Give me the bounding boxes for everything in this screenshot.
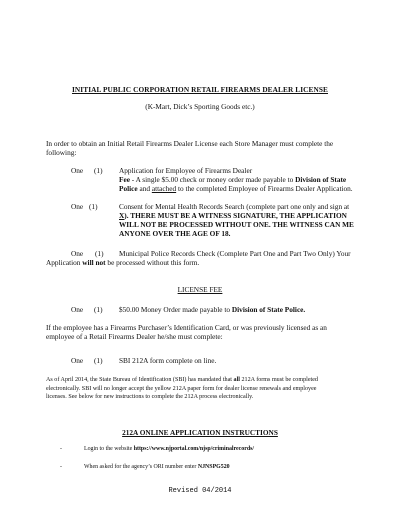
sbi-item <box>71 356 371 366</box>
license-fee-item <box>71 305 371 315</box>
bullet-label: Login to the website <box>84 446 134 452</box>
witness-notice: ). THERE MUST BE A WITNESS SIGNATURE, THE APPLICATION <box>124 211 347 220</box>
note-line: electronically. SBI will no longer accept the yellow 212A paper form for dealer license renewals and employee <box>46 385 317 392</box>
bullet-text <box>84 445 254 453</box>
item-line: ANYONE OVER THE AGE OF 18. <box>119 229 231 238</box>
police-check-continuation <box>46 258 366 267</box>
fee-text: - A single $5.00 check or money order made payable to <box>129 175 296 184</box>
note-emphasis: all <box>233 377 240 383</box>
cont-emphasis: will not <box>82 258 106 267</box>
item-line <box>119 211 379 220</box>
item-line: WILL NOT BE PROCESSED WITHOUT ONE. THE WITNESS CAN ME <box>119 220 354 229</box>
note-text: 212A forms must be completed <box>239 377 318 383</box>
item-quantity-word: One <box>71 305 84 314</box>
item-line: SBI 212A form complete on line. <box>119 356 217 365</box>
item-body <box>119 166 379 193</box>
intro-line: In order to obtain an Initial Retail Firearms Dealer License each Store Manager must complete the <box>46 139 334 148</box>
item-line: Municipal Police Records Check (Complete Part One and Part Two Only) Your <box>119 249 351 258</box>
fee-and: and <box>137 184 152 193</box>
note-line: If the employee has a Firearms Purchaser’s Identification Card, or was previously licensed as an <box>46 323 327 332</box>
sbi-note <box>46 376 366 402</box>
item-quantity-number: (1) <box>94 305 103 314</box>
item-quantity-word: One <box>71 249 84 258</box>
item-fee-text <box>119 175 379 184</box>
document-subtitle: (K-Mart, Dick’s Sporting Goods etc.) <box>145 102 255 111</box>
employee-note <box>46 323 366 341</box>
document-title: INITIAL PUBLIC CORPORATION RETAIL FIREARMS DEALER LICENSE <box>71 85 328 94</box>
fee-payee-cont: Police <box>119 184 138 193</box>
fee-payee: Division of State <box>295 175 347 184</box>
item-body <box>119 305 379 314</box>
fee-attached: attached <box>151 184 177 193</box>
item-quantity-number: (1) <box>89 202 98 211</box>
fee-payee: Division of State Police. <box>231 305 306 314</box>
bullet-dash: - <box>60 464 62 470</box>
item-quantity-number: (1) <box>94 166 103 175</box>
sign-mark: X <box>119 211 125 220</box>
license-fee-heading: LICENSE FEE <box>177 285 223 294</box>
instruction-bullet <box>60 463 360 472</box>
bullet-text <box>84 463 230 471</box>
cont-text: Application <box>46 258 83 267</box>
fee-label: Fee <box>119 175 130 184</box>
revision-footer: Revised 04/2014 <box>168 487 232 495</box>
note-line <box>46 376 366 385</box>
fee-rest: to the completed Employee of Firearms Dealer Application. <box>176 184 353 193</box>
requirement-item-mental-health <box>71 202 371 240</box>
online-instructions-heading: 212A ONLINE APPLICATION INSTRUCTIONS <box>122 428 278 437</box>
ori-number: NJNSPG520 <box>197 464 230 470</box>
item-quantity-number: (1) <box>94 356 103 365</box>
fee-text: $50.00 Money Order made payable to <box>119 305 232 314</box>
item-fee-text-cont <box>119 184 379 193</box>
requirement-item-application <box>71 166 371 196</box>
item-line: Consent for Mental Health Records Search (complete part one only and sign at <box>119 202 350 211</box>
item-quantity-number: (1) <box>95 249 104 258</box>
note-line: employee of a Retail Firearms Dealer he/she must complete: <box>46 332 223 341</box>
note-text: As of April 2014, the State Bureau of Identification (SBI) has mandated that <box>46 377 234 383</box>
intro-paragraph <box>46 139 366 157</box>
cont-text: be processed without this form. <box>105 258 200 267</box>
intro-line: following: <box>46 148 77 157</box>
item-line: Application for Employee of Firearms Dealer <box>119 166 253 175</box>
portal-url-link[interactable]: https://www.njportal.com/njsp/criminalrecords/ <box>133 446 255 452</box>
bullet-label: When asked for the agency’s ORI number enter <box>84 464 198 470</box>
item-body <box>119 202 379 238</box>
item-quantity-word: One <box>71 202 84 211</box>
item-quantity-word: One <box>71 356 84 365</box>
instruction-bullet <box>60 445 360 454</box>
note-line: licenses. See below for new instructions to complete the 212A process electronically. <box>46 394 254 400</box>
item-quantity-word: One <box>71 166 84 175</box>
bullet-dash: - <box>60 446 62 452</box>
